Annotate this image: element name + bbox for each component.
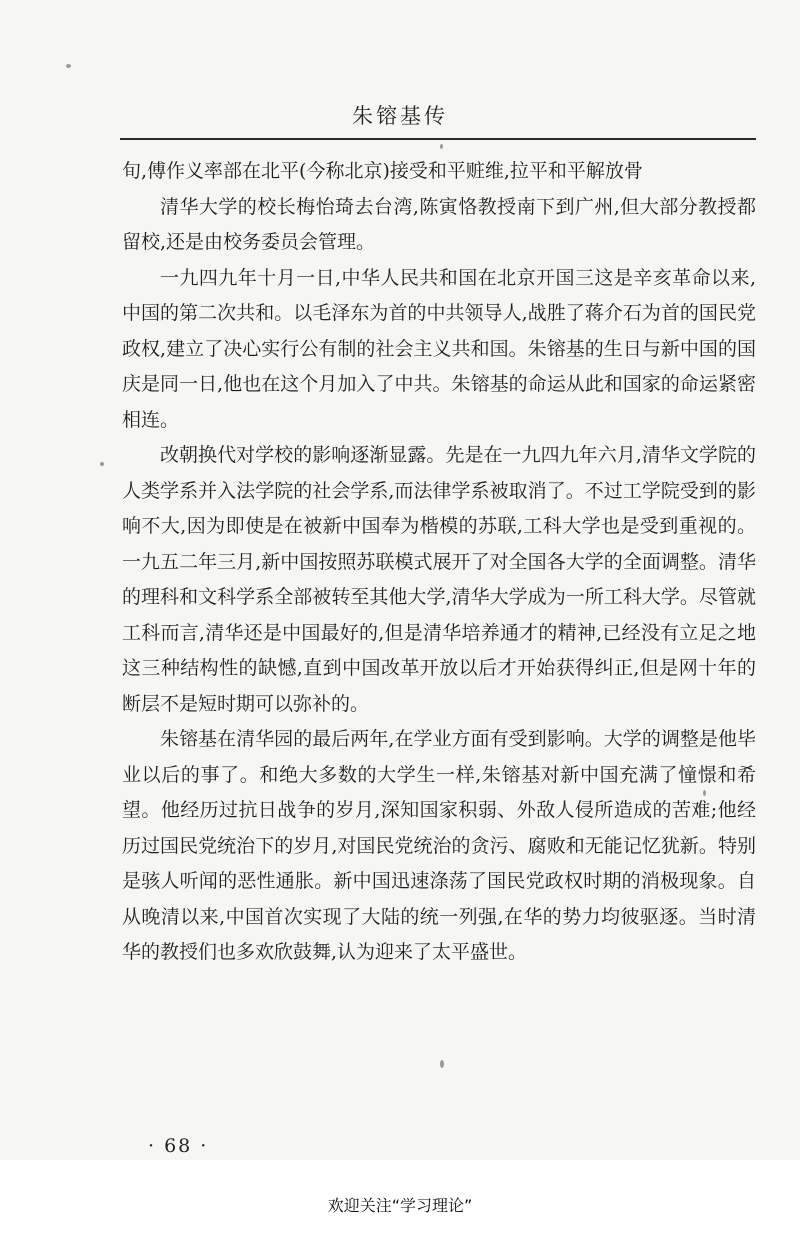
body-text [122,154,756,971]
scan-speck [100,462,104,466]
paragraph-continued: 旬,傅作义率部在北平(今称北京)接受和平赃维,拉平和平解放骨 [122,160,643,182]
paragraph: 改朝换代对学校的影响逐渐显露。先是在一九四九年六月,清华文学院的人类学系并入法学院的社会学系,而法律学系被取消了。不过工学院受到的影响不大,因为即使是在被新中国奉为楷模的苏联,工科大学也是受到重视的。一九五二年三月,新中国按照苏联模式展开了对全国各大学的全面调整。清华的理科和文科学系全部被转至其他大学,清华大学成为一所工科大学。尽管就工科而言,清华还是中国最好的,但是清华培养通才的精神,已经没有立足之地这三种结构性的缺憾,直到中国改革开放以后才开始获得纠正,但是网十年的断层不是短时期可以弥补的。 [122,444,756,715]
paragraph: 朱镕基在清华园的最后两年,在学业方面有受到影响。大学的调整是他毕业以后的事了。和绝大多数的大学生一样,朱镕基对新中国充满了憧憬和希望。他经历过抗日战争的岁月,深知国家积弱、外敌人侵所造成的苦难;他经历过国民党统治下的岁月,对国民党统治的贪污、腐败和无能记忆犹新。特别是骇人听闻的恶性通胀。新中国迅速涤荡了国民党政权时期的消极现象。自从晚清以来,中国首次实现了大陆的统一列强,在华的势力均彼驱逐。当时清华的教授们也多欢欣鼓舞,认为迎来了太平盛世。 [122,728,756,963]
paragraph: 一九四九年十月一日,中华人民共和国在北京开国三这是辛亥革命以来,中国的第二次共和。以毛泽东为首的中共领导人,战胜了蒋介石为首的国民党政权,建立了决心实行公有制的社会主义共和国。朱镕基的生日与新中国的国庆是同一日,他也在这个月加入了中共。朱镕基的命运从此和国家的命运紧密相连。 [122,266,756,431]
footer-note: 欢迎关注“学习理论” [327,1196,473,1215]
scan-speck [440,1060,444,1068]
page-number: · 68 · [148,1135,209,1157]
paragraph: 清华大学的校长梅怡琦去台湾,陈寅恪教授南下到广州,但大部分教授都留校,还是由校务委员会管理。 [122,195,756,253]
scan-speck [440,144,443,149]
running-header-title: 朱镕基传 [352,104,448,128]
scan-speck [66,64,71,68]
header-rule [120,138,756,140]
